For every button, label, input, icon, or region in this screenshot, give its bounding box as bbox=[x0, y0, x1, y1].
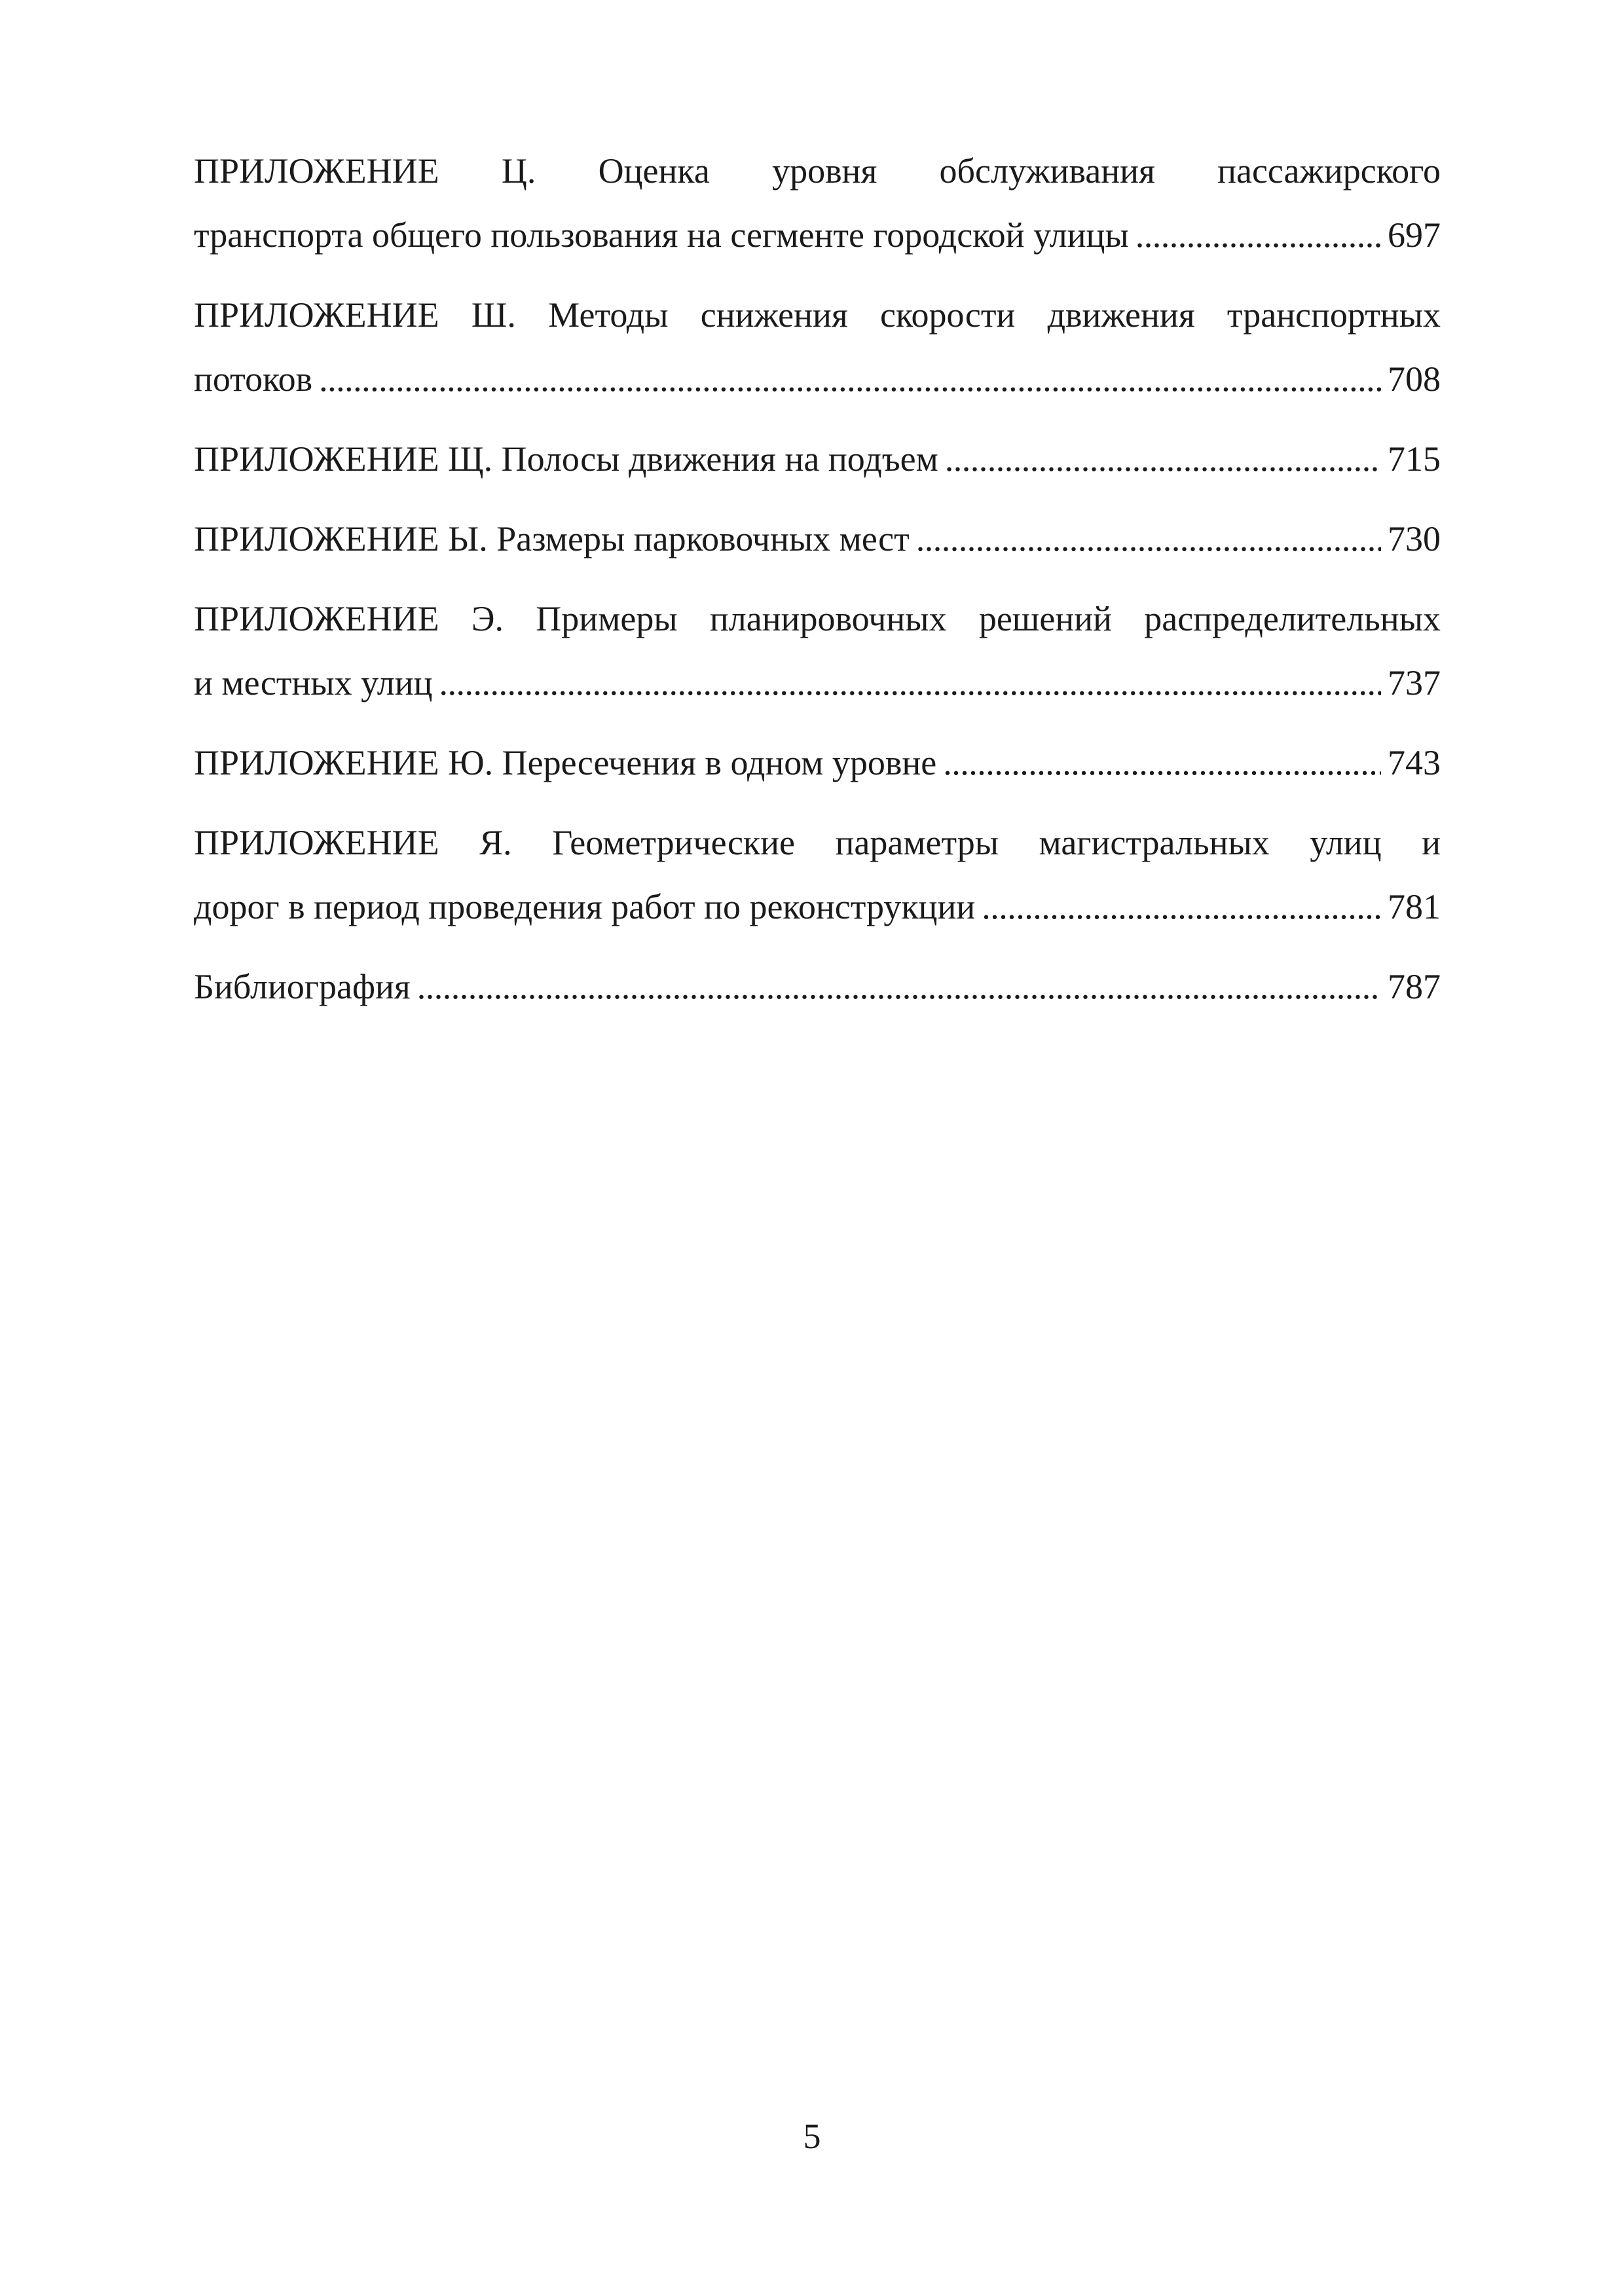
toc-entry-appendix-sh[interactable] bbox=[194, 283, 1441, 411]
dot-leader bbox=[439, 651, 1382, 715]
dot-leader bbox=[319, 347, 1381, 411]
toc-entry-leader-line bbox=[194, 955, 1441, 1019]
toc-entry-leader-line bbox=[194, 347, 1441, 411]
toc-entry-appendix-yu[interactable] bbox=[194, 731, 1441, 795]
toc-entry-title: ПРИЛОЖЕНИЕ Ы. Размеры парковочных мест bbox=[194, 519, 910, 558]
toc-entry-title-continuation: и местных улиц bbox=[194, 663, 433, 702]
toc-page-number: 715 bbox=[1388, 439, 1441, 479]
toc-entry-bibliography[interactable] bbox=[194, 955, 1441, 1019]
table-of-contents bbox=[194, 139, 1441, 1034]
toc-entry-title-continuation: транспорта общего пользования на сегменте городской улицы bbox=[194, 215, 1129, 255]
dot-leader bbox=[943, 731, 1381, 795]
toc-entry-title-continuation: потоков bbox=[194, 359, 313, 399]
toc-entry-appendix-shch[interactable] bbox=[194, 427, 1441, 491]
toc-page-number: 787 bbox=[1388, 967, 1441, 1006]
dot-leader bbox=[916, 507, 1381, 571]
page-number: 5 bbox=[803, 2117, 821, 2156]
toc-entry-title-line: ПРИЛОЖЕНИЕ Э. Примеры планировочных решений распределительных bbox=[194, 599, 1441, 638]
toc-entry-title: ПРИЛОЖЕНИЕ Ю. Пересечения в одном уровне bbox=[194, 743, 937, 782]
toc-page-number: 781 bbox=[1388, 887, 1441, 926]
toc-entry-appendix-e[interactable] bbox=[194, 587, 1441, 715]
toc-page-number: 708 bbox=[1388, 359, 1441, 399]
toc-entry-leader-line bbox=[194, 875, 1441, 939]
dot-leader bbox=[982, 875, 1381, 939]
toc-entry-title: Библиография bbox=[194, 967, 411, 1006]
toc-entry-appendix-ts[interactable] bbox=[194, 139, 1441, 267]
dot-leader bbox=[945, 427, 1381, 491]
toc-entry-title-continuation: дорог в период проведения работ по реконструкции bbox=[194, 887, 976, 926]
toc-entry-title-line: ПРИЛОЖЕНИЕ Я. Геометрические параметры магистральных улиц и bbox=[194, 823, 1441, 862]
toc-entry-title-line: ПРИЛОЖЕНИЕ Ц. Оценка уровня обслуживания пассажирского bbox=[194, 151, 1441, 191]
toc-page-number: 697 bbox=[1388, 215, 1441, 255]
toc-entry-leader-line bbox=[194, 203, 1441, 267]
toc-entry-leader-line bbox=[194, 651, 1441, 715]
toc-page-number: 730 bbox=[1388, 519, 1441, 558]
toc-entry-leader-line bbox=[194, 731, 1441, 795]
dot-leader bbox=[1135, 203, 1381, 267]
toc-entry-appendix-y[interactable] bbox=[194, 507, 1441, 571]
toc-entry-leader-line bbox=[194, 427, 1441, 491]
toc-page-number: 737 bbox=[1388, 663, 1441, 702]
toc-entry-appendix-ya[interactable] bbox=[194, 811, 1441, 939]
toc-page-number: 743 bbox=[1388, 743, 1441, 782]
toc-entry-title: ПРИЛОЖЕНИЕ Щ. Полосы движения на подъем bbox=[194, 439, 938, 479]
dot-leader bbox=[417, 955, 1381, 1019]
toc-entry-title-line: ПРИЛОЖЕНИЕ Ш. Методы снижения скорости движения транспортных bbox=[194, 295, 1441, 335]
toc-entry-leader-line bbox=[194, 507, 1441, 571]
